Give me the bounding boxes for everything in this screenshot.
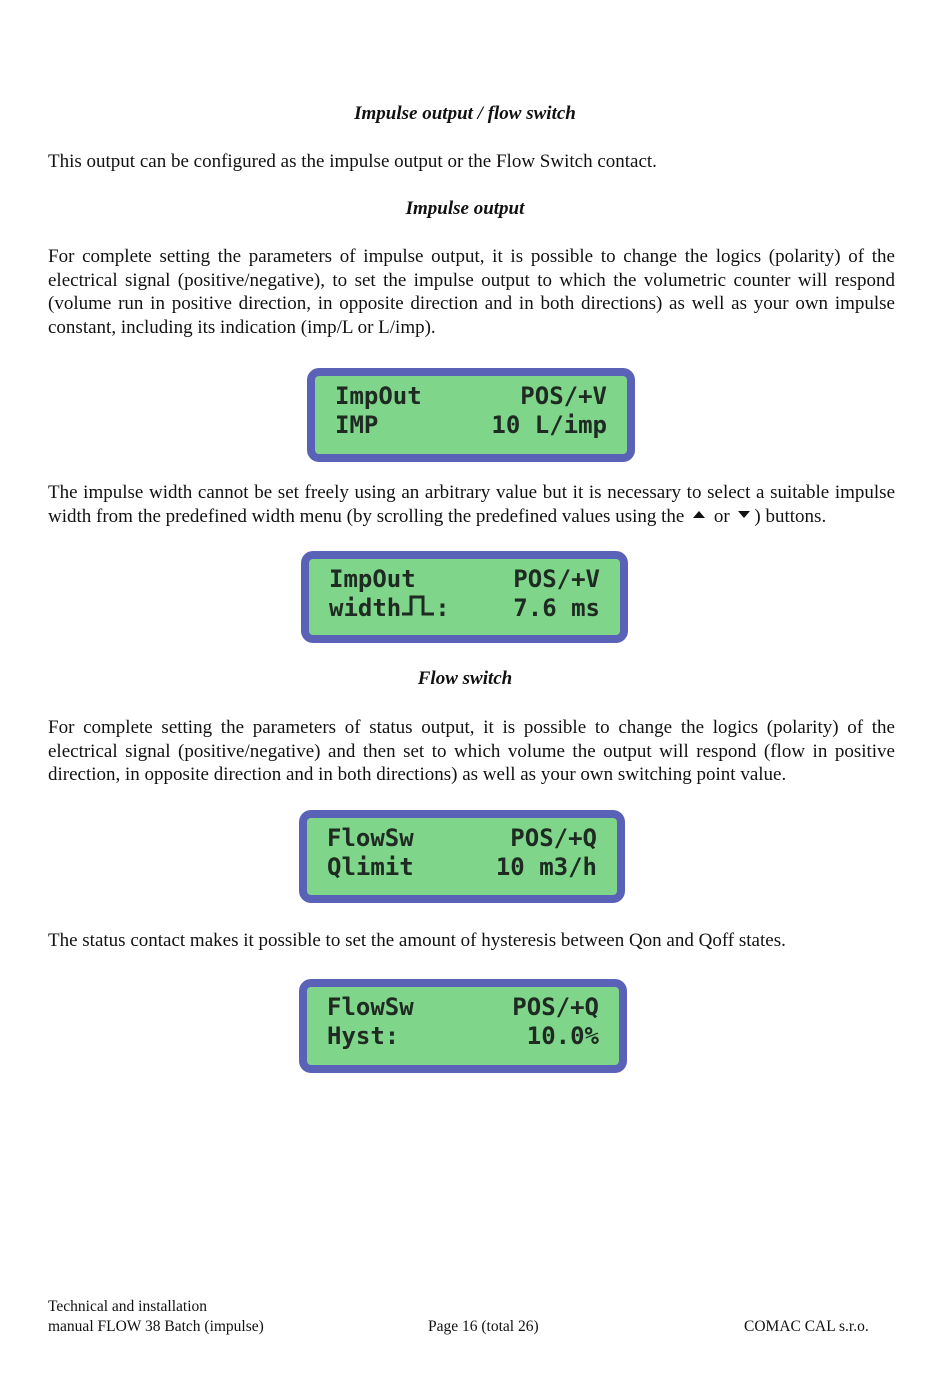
lcd-text: 10 m3/h (495, 853, 597, 881)
lcd-impulse-width (301, 551, 628, 643)
flow-switch-paragraph: For complete setting the parameters of status output, it is possible to change the logics (polarity) of the electrical signal (positive/negative) and then set to which volume the output will respond (flow in positive direction, in opposite direction and in both directions) as well as your own switching point value. (48, 717, 895, 785)
lcd-text: POS/+Q (512, 993, 599, 1021)
lcd-text: ImpOut (329, 565, 416, 593)
pulse-icon (401, 594, 435, 616)
triangle-down-icon (738, 511, 750, 518)
impulse-width-paragraph (48, 481, 895, 528)
lcd-text: 10 L/imp (491, 411, 607, 439)
lcd-text: ImpOut (335, 382, 422, 410)
width-text-close: ) (754, 505, 761, 527)
lcd-width-label (329, 594, 450, 623)
lcd-screen (309, 559, 620, 635)
lcd-impulse-constant (307, 368, 635, 462)
lcd-text: POS/+V (520, 382, 607, 410)
lcd-screen (315, 376, 627, 454)
lcd-row-1 (335, 382, 607, 411)
lcd-row-1 (329, 565, 600, 594)
impulse-output-heading: Impulse output (405, 198, 525, 219)
lcd-text: Qlimit (327, 853, 414, 881)
hysteresis-paragraph: The status contact makes it possible to set the amount of hysteresis between Qon and Qoff states. (48, 930, 786, 951)
section-title: Impulse output / flow switch (354, 103, 576, 124)
lcd-text: 7.6 ms (513, 594, 600, 622)
lcd-text: FlowSw (327, 824, 414, 852)
lcd-text: FlowSw (327, 993, 414, 1021)
lcd-flow-limit (299, 810, 625, 903)
lcd-row-2 (329, 594, 600, 623)
footer-left (48, 1297, 264, 1337)
footer-doc-line-2: manual FLOW 38 Batch (impulse) (48, 1318, 264, 1335)
lcd-text: IMP (335, 411, 379, 439)
lcd-text: POS/+Q (510, 824, 597, 852)
lcd-row-2 (335, 411, 607, 440)
lcd-screen (307, 987, 619, 1065)
lcd-row-2 (327, 1022, 599, 1051)
width-text-or: or (713, 505, 730, 527)
lcd-text: POS/+V (513, 565, 600, 593)
lcd-text: Hyst: (327, 1022, 400, 1050)
lcd-text: 10.0% (526, 1022, 599, 1050)
lcd-screen (307, 818, 617, 895)
lcd-row-2 (327, 853, 597, 882)
impulse-output-paragraph: For complete setting the parameters of impulse output, it is possible to change the logics (polarity) of the electrical signal (positive/negative), to set the impulse output to which the volumetric counter will respond (volume run in positive direction, in opposite direction and in both directions) as well as your own impulse constant, including its indication (imp/L or L/imp). (48, 246, 895, 338)
lcd-text: width (329, 594, 402, 622)
footer-doc-line-1: Technical and installation (48, 1298, 208, 1315)
lcd-hysteresis (299, 979, 627, 1073)
flow-switch-heading: Flow switch (417, 668, 513, 689)
footer-page-number: Page 16 (total 26) (428, 1318, 539, 1335)
intro-paragraph: This output can be configured as the impulse output or the Flow Switch contact. (48, 151, 657, 172)
triangle-up-icon (693, 511, 705, 518)
lcd-row-1 (327, 824, 597, 853)
lcd-row-1 (327, 993, 599, 1022)
width-text: The impulse width cannot be set freely using an arbitrary value but it is necessary to select a suitable impulse width from the predefined width menu (by scrolling the predefined values using the (48, 482, 895, 527)
width-text-end: buttons. (765, 505, 827, 527)
footer-company: COMAC CAL s.r.o. (744, 1318, 869, 1335)
lcd-text: : (435, 594, 450, 622)
